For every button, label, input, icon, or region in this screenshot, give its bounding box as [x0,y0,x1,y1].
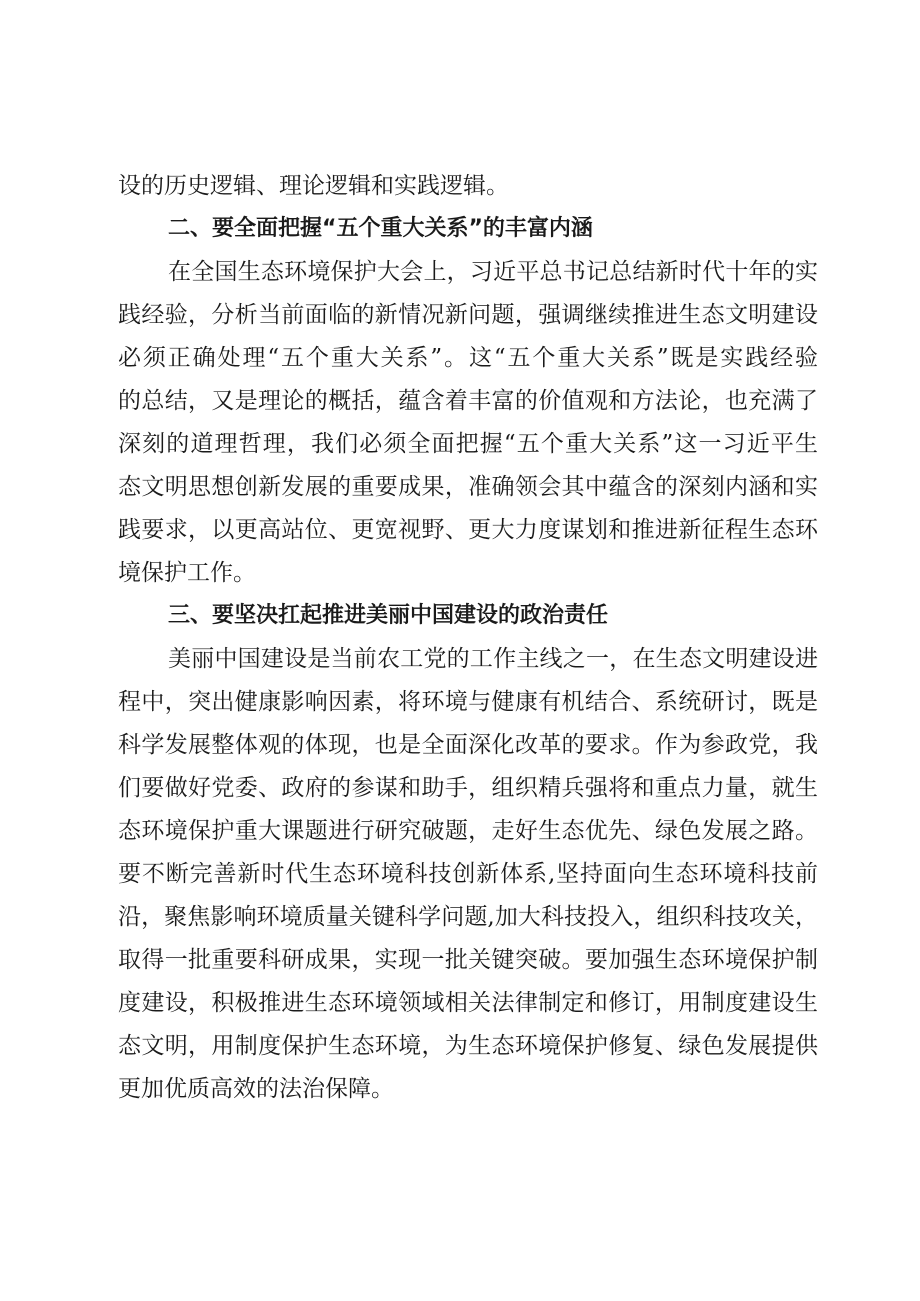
paragraph-line: 的总结，又是理论的概括，蕴含着丰富的价值观和方法论，也充满了 [118,388,818,414]
paragraph-line: 要不断完善新时代生态环境科技创新体系,坚持面向生态环境科技前 [118,861,818,887]
paragraph-line: 深刻的道理哲理，我们必须全面把握“五个重大关系”这一习近平生 [118,431,818,457]
paragraph-line: 必须正确处理“五个重大关系”。这“五个重大关系”既是实践经验 [118,345,818,371]
paragraph-line: 度建设，积极推进生态环境领域相关法律制定和修订，用制度建设生 [118,990,818,1016]
paragraph-line: 科学发展整体观的体现，也是全面深化改革的要求。作为参政党，我 [118,732,818,758]
paragraph-line: 态环境保护重大课题进行研究破题，走好生态优先、绿色发展之路。 [118,818,818,844]
paragraph-line: 态文明思想创新发展的重要成果，准确领会其中蕴含的深刻内涵和实 [118,474,818,500]
paragraph-line: 沿，聚焦影响环境质量关键科学问题,加大科技投入，组织科技攻关， [118,904,818,930]
paragraph-line: 取得一批重要科研成果，实现一批关键突破。要加强生态环境保护制 [118,947,818,973]
section-heading-2: 二、要全面把握“五个重大关系”的丰富内涵 [168,216,593,241]
paragraph-line: 设的历史逻辑、理论逻辑和实践逻辑。 [118,173,509,199]
paragraph-line: 践经验，分析当前面临的新情况新问题，强调继续推进生态文明建设 [118,302,818,328]
section-heading-3: 三、要坚决扛起推进美丽中国建设的政治责任 [168,603,609,628]
paragraph-line: 境保护工作。 [118,560,256,586]
paragraph-line: 在全国生态环境保护大会上，习近平总书记总结新时代十年的实 [168,259,818,285]
paragraph-line: 践要求，以更高站位、更宽视野、更大力度谋划和推进新征程生态环 [118,517,818,543]
paragraph-line: 美丽中国建设是当前农工党的工作主线之一，在生态文明建设进 [168,646,818,672]
paragraph-line: 更加优质高效的法治保障。 [118,1076,394,1102]
paragraph-line: 们要做好党委、政府的参谋和助手，组织精兵强将和重点力量，就生 [118,775,818,801]
paragraph-line: 态文明，用制度保护生态环境，为生态环境保护修复、绿色发展提供 [118,1033,818,1059]
paragraph-line: 程中，突出健康影响因素，将环境与健康有机结合、系统研讨，既是 [118,689,818,715]
